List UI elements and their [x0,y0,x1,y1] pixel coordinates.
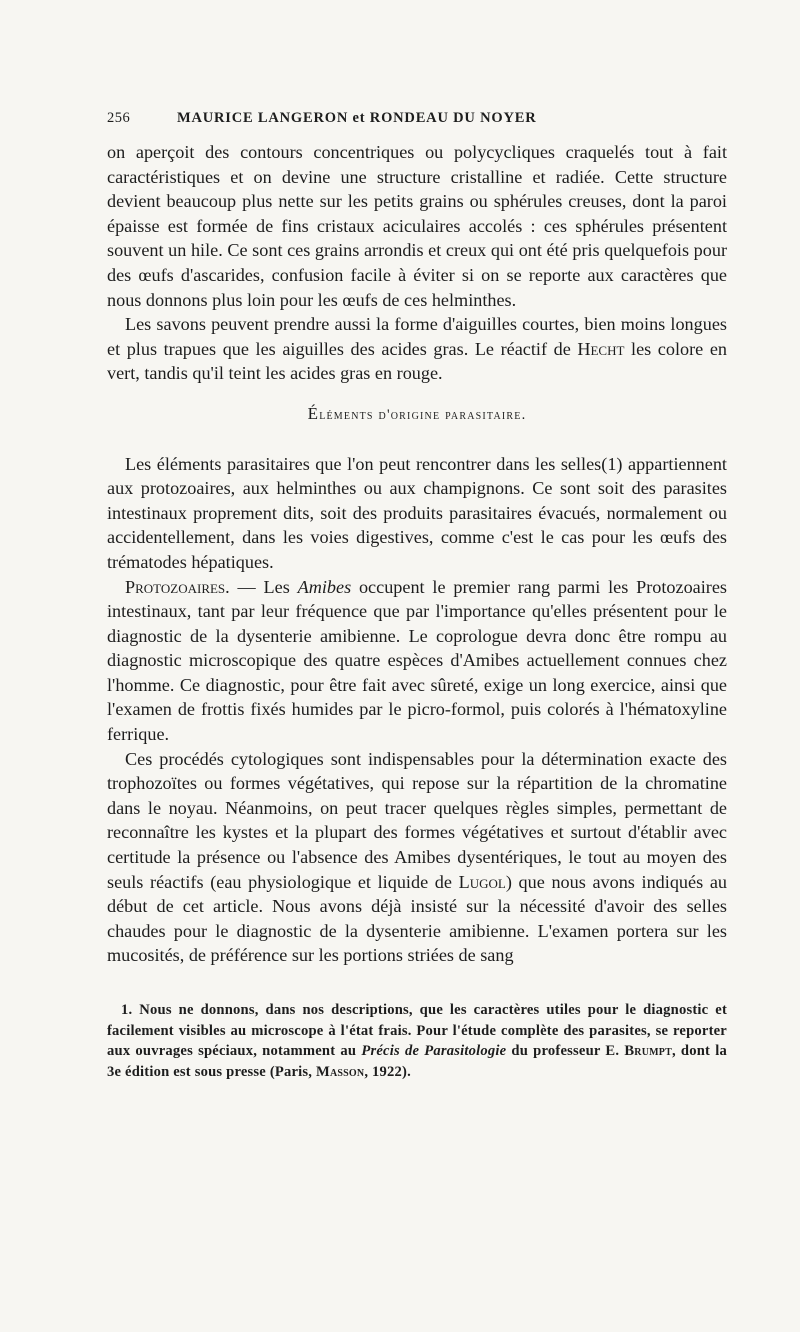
footnote-number: 1. [121,1002,133,1018]
paragraph-5-text-b: ) que nous avons indiqués au début de cet article. Nous avons déjà insisté sur la nécessité d'avoir des selles chaudes pour le diagnostic de la dysenterie amibienne. L'examen portera sur les mucosités, de préférence sur les portions striées de sang [107,871,727,966]
paragraph-4-text: occupent le premier rang parmi les Protozoaires intestinaux, tant par leur fréquence que par l'importance qu'elles présentent pour le diagnostic de la dysenterie amibienne. Le coprologue devra donc être rompu au diagnostic microscopique des quatre espèces d'Amibes actuellement connues chez l'homme. Ce diagnostic, pour être fait avec sûreté, exige un long exercice, ainsi que l'examen de frottis fixés humides par le picro-formol, puis colorés à l'hématoxyline ferrique. [107,576,727,745]
section-heading-text: léments d'origine parasitaire. [319,406,527,423]
author-name-brumpt: Brumpt [624,1043,672,1059]
body-text [107,140,727,968]
footnote-text-d: , 1922). [364,1063,411,1080]
paragraph-2-text-a: Les savons peuvent prendre aussi la forme d'aiguilles courtes, bien moins longues et plus trapues que les aiguilles des acides gras. Le réactif de [107,314,727,359]
page-number: 256 [107,110,131,126]
author-name-hecht: Hecht [577,338,625,359]
footnote [107,1000,727,1082]
footnote-text-c: , dont la 3e édition est sous presse (Paris, [107,1043,727,1080]
paragraph-4 [107,575,727,747]
page-header [107,110,727,140]
paragraph-3 [107,452,727,575]
paragraph-2 [107,312,727,386]
term-amibes: Amibes [297,576,352,597]
footnote-text-a: Nous ne donnons, dans nos descriptions, que les caractères utiles pour le diagnostic et facilement visibles au microscope à l'état frais. Pour l'étude complète des parasites, se reporter aux ouvrages spéciaux, notamment au [107,1002,727,1059]
paragraph-5-text-a: Ces procédés cytologiques sont indispensables pour la détermination exacte des trophozoïtes ou formes végétatives, qui repose sur la répartition de la chromatine dans le noyau. Néanmoins, on peut tracer quelques règles simples, permettant de reconnaître les kystes et la plupart des formes végétatives et surtout d'établir avec certitude la présence ou l'absence des Amibes dysentériques, le tout au moyen des seuls réactifs (eau physiologique et liquide de [107,748,727,892]
document-page [107,110,727,1082]
author-name-lugol: Lugol [458,871,506,892]
subsection-lead-protozoaires: Protozoaires. [125,576,230,597]
section-heading [107,402,727,428]
publisher-name-masson: Masson [316,1063,365,1080]
paragraph-2-text-b: les colore en vert, tandis qu'il teint les acides gras en rouge. [107,338,727,384]
footnote-text-b: du professeur E. [506,1043,625,1059]
section-heading-initial: É [307,403,320,423]
paragraph-4-dash: — Les [229,576,298,597]
footnote-reference: (1) [601,453,623,474]
paragraph-3-text-b: appartiennent aux protozoaires, aux helminthes ou aux champignons. Ce sont soit des parasites intestinaux proprement dits, soit des produits parasitaires évacués, normalement ou accidentellement, dans les voies digestives, comme c'est le cas pour les œufs des trématodes hépatiques. [107,453,727,572]
paragraph-5 [107,747,727,968]
running-title: MAURICE LANGERON et RONDEAU DU NOYER [177,110,537,126]
paragraph-3-text-a: Les éléments parasitaires que l'on peut rencontrer dans les selles [125,453,602,474]
footnote-book-title: Précis de Parasitologie [361,1043,507,1059]
paragraph-1: on aperçoit des contours concentriques ou polycycliques craquelés tout à fait caractéristiques et on devine une structure cristalline et radiée. Cette structure devient beaucoup plus nette sur les petits grains ou sphérules creuses, dont la paroi épaisse est formée de fins cristaux aciculaires accolés : ces sphérules présentent souvent un hile. Ce sont ces grains arrondis et creux qui ont été pris quelquefois pour des œufs d'ascarides, confusion facile à éviter si on se reporte aux caractères que nous donnons plus loin pour les œufs de ces helminthes. [107,142,727,310]
